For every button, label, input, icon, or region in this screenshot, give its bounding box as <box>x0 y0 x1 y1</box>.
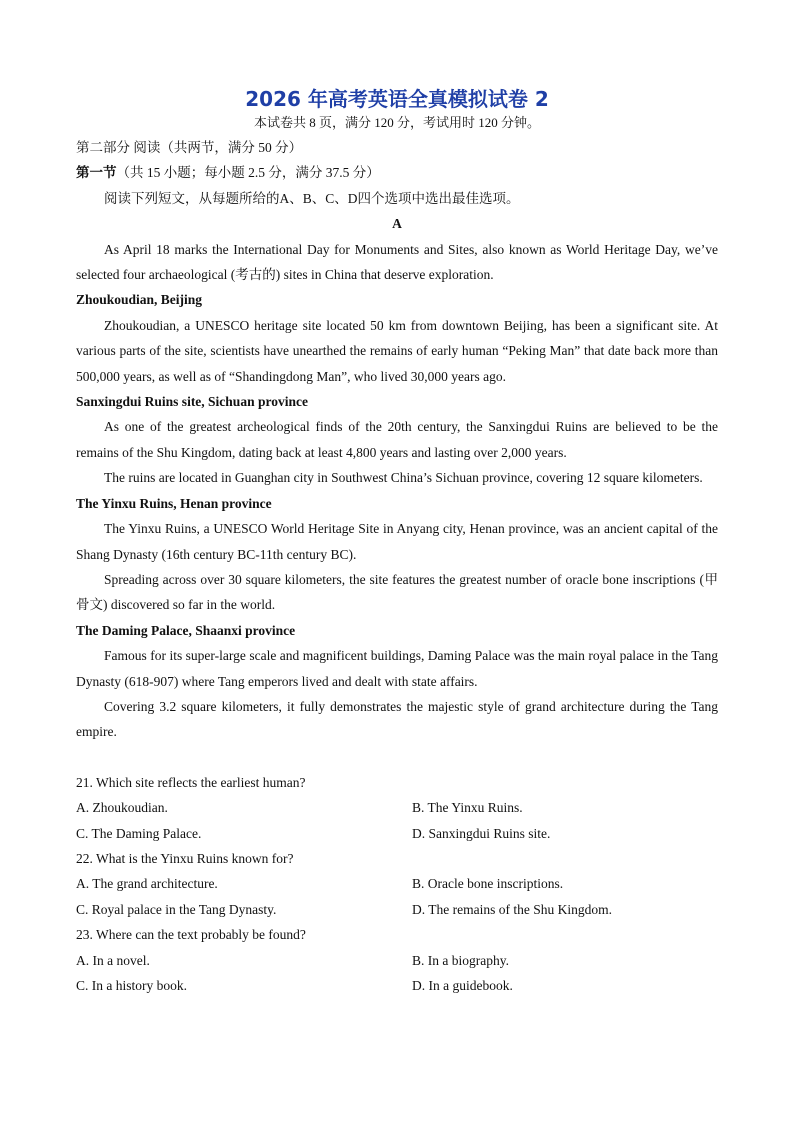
question-stem: 21. Which site reflects the earliest human? <box>76 774 306 790</box>
paragraph: Covering 3.2 square kilometers, it fully demonstrates the majestic style of grand architecture during the Tang empire. <box>76 698 718 740</box>
question-stem: 22. What is the Yinxu Ruins known for? <box>76 850 294 866</box>
paragraph: The ruins are located in Guanghan city in Southwest China’s Sichuan province, covering 12 square kilometers. <box>104 470 703 486</box>
option-c[interactable]: C. Royal palace in the Tang Dynasty. <box>76 901 277 917</box>
option-row <box>76 795 718 820</box>
paragraph: The Yinxu Ruins, a UNESCO World Heritage Site in Anyang city, Henan province, was an ancient capital of the Shang Dynasty (16th century BC-11th century BC). <box>76 521 718 562</box>
exam-title: 2026 年高考英语全真模拟试卷 2 <box>245 87 549 111</box>
section-heading <box>76 160 718 185</box>
option-c[interactable]: C. The Daming Palace. <box>76 825 202 841</box>
option-row <box>76 821 718 846</box>
option-row <box>76 897 718 922</box>
section-title-sanxingdui: Sanxingdui Ruins site, Sichuan province <box>76 394 308 410</box>
option-row <box>76 871 718 896</box>
option-d[interactable]: D. Sanxingdui Ruins site. <box>412 825 551 841</box>
paragraph: Spreading across over 30 square kilometers, the site features the greatest number of oracle bone inscriptions (甲骨文) discovered so far in the world. <box>76 571 718 613</box>
spacer <box>76 745 718 770</box>
section-scoring: （共 15 小题；每小题 2.5 分，满分 37.5 分） <box>116 165 380 181</box>
exam-subtitle: 本试卷共 8 页，满分 120 分，考试用时 120 分钟。 <box>253 115 540 130</box>
option-d[interactable]: D. The remains of the Shu Kingdom. <box>412 901 612 917</box>
part-heading: 第二部分 阅读（共两节，满分 50 分） <box>76 140 303 155</box>
section-title-daming: The Daming Palace, Shaanxi province <box>76 622 296 638</box>
passage-intro: As April 18 marks the International Day for Monuments and Sites, also known as World Heritage Day, we’ve selected four archaeological (考古的) sites in China that deserve exploration. <box>76 241 718 283</box>
paragraph: Zhoukoudian, a UNESCO heritage site located 50 km from downtown Beijing, has been a significant site. At various parts of the site, scientists have unearthed the remains of early human “Peking Man” that date back more than 500,000 years, as well as of “Shandingdong Man”, who lived 30,000 years ago. <box>76 317 718 384</box>
option-a[interactable]: A. The grand architecture. <box>76 876 218 892</box>
option-b[interactable]: B. The Yinxu Ruins. <box>412 800 523 816</box>
question-23 <box>76 922 718 998</box>
section-label: 第一节 <box>76 165 117 181</box>
question-21 <box>76 770 718 846</box>
section-title-yinxu: The Yinxu Ruins, Henan province <box>76 495 272 511</box>
option-row <box>76 948 718 973</box>
question-22 <box>76 846 718 922</box>
option-a[interactable]: A. In a novel. <box>76 952 150 968</box>
passage-letter: A <box>392 216 402 232</box>
option-d[interactable]: D. In a guidebook. <box>412 978 513 993</box>
paragraph: As one of the greatest archeological finds of the 20th century, the Sanxingdui Ruins are believed to be the remains of the Shu Kingdom, dating back at least 4,800 years and lasting over 2,000 years. <box>76 419 718 460</box>
exam-content <box>76 88 718 998</box>
section-title-zhoukoudian: Zhoukoudian, Beijing <box>76 292 203 308</box>
paragraph: Famous for its super-large scale and magnificent buildings, Daming Palace was the main royal palace in the Tang Dynasty (618-907) where Tang emperors lived and dealt with state affairs. <box>76 648 718 689</box>
option-row <box>76 973 718 998</box>
question-stem: 23. Where can the text probably be found? <box>76 927 306 943</box>
instruction: 阅读下列短文，从每题所给的A、B、C、D四个选项中选出最佳选项。 <box>104 190 520 206</box>
option-c[interactable]: C. In a history book. <box>76 978 187 993</box>
option-b[interactable]: B. Oracle bone inscriptions. <box>412 876 564 892</box>
option-b[interactable]: B. In a biography. <box>412 952 509 968</box>
option-a[interactable]: A. Zhoukoudian. <box>76 800 168 816</box>
